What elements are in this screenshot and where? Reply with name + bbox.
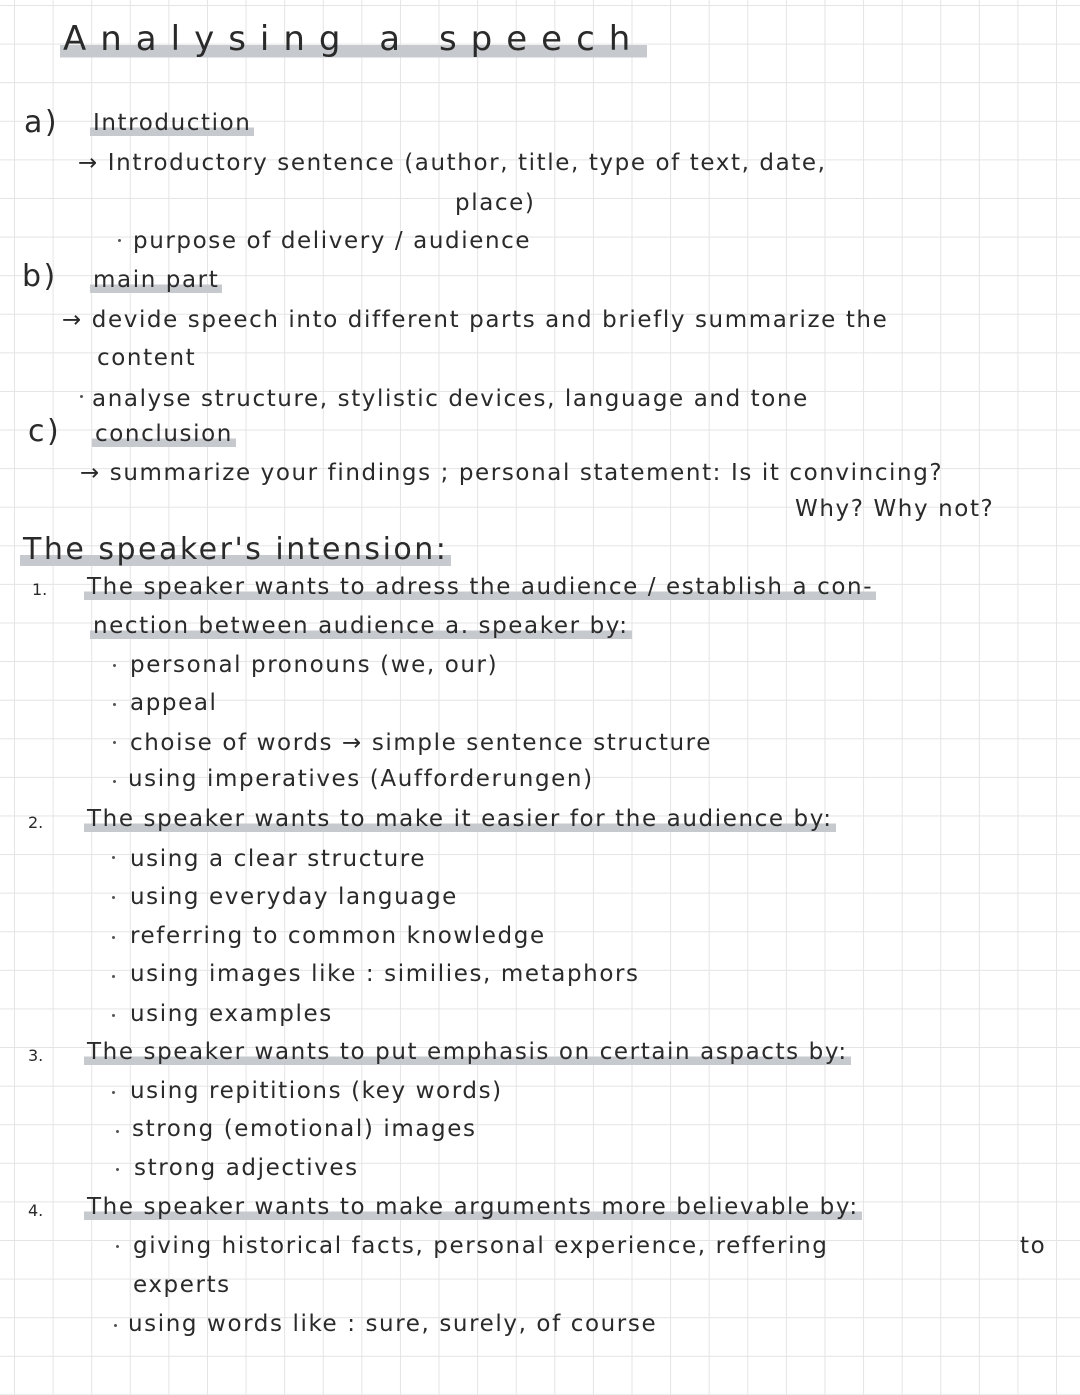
intension-heading: The speaker's intension:: [20, 535, 451, 565]
point-2-item: using everyday language: [130, 884, 458, 910]
point-1-item: using imperatives (Aufforderungen): [128, 766, 594, 792]
point-2-item: using examples: [130, 1001, 333, 1027]
bullet-dot: [118, 239, 121, 242]
point-3-line-1: The speaker wants to put emphasis on certain aspacts by:: [84, 1041, 851, 1064]
section-b-line-1: → devide speech into different parts and briefly summarize the: [62, 307, 889, 333]
section-a-label: a): [24, 105, 60, 140]
point-4-item-2: using words like : sure, surely, of course: [128, 1311, 658, 1337]
point-1-item: choise of words → simple sentence structure: [130, 730, 712, 756]
bullet-dot: [80, 395, 83, 398]
bullet-dot: [112, 1014, 115, 1017]
point-4-item-1-line-2: experts: [133, 1272, 231, 1298]
section-a-line-1: → Introductory sentence (author, title, type of text, date,: [78, 150, 827, 176]
bullet-dot: [112, 975, 115, 978]
section-a-title: Introduction: [90, 112, 254, 135]
point-1-item: personal pronouns (we, our): [130, 652, 499, 678]
bullet-dot: [114, 1324, 117, 1327]
bullet-dot: [112, 896, 115, 899]
section-c-line-2: Why? Why not?: [795, 496, 995, 522]
section-b-line-3: analyse structure, stylistic devices, language and tone: [92, 386, 809, 412]
bullet-dot: [113, 741, 116, 744]
bullet-dot: [113, 664, 116, 667]
section-c-line-1: → summarize your findings ; personal statement: Is it convincing?: [80, 460, 944, 486]
point-2-item: using a clear structure: [130, 846, 427, 872]
bullet-dot: [112, 936, 115, 939]
bullet-dot: [116, 1130, 119, 1133]
point-1-number: 1.: [32, 580, 48, 599]
point-4-item-1-to: to: [1020, 1233, 1047, 1259]
point-3-item: strong adjectives: [134, 1155, 359, 1181]
point-4-line-1: The speaker wants to make arguments more believable by:: [84, 1196, 862, 1219]
point-3-item: strong (emotional) images: [132, 1116, 477, 1142]
point-3-number: 3.: [28, 1046, 44, 1065]
point-2-line-1: The speaker wants to make it easier for the audience by:: [84, 808, 836, 831]
section-b-title: main part: [90, 269, 222, 292]
section-a-line-2: place): [455, 190, 536, 216]
point-2-item: using images like : similies, metaphors: [130, 961, 640, 987]
bullet-dot: [113, 780, 116, 783]
section-b-label: b): [22, 259, 58, 294]
point-2-number: 2.: [28, 813, 44, 832]
point-3-item: using repititions (key words): [130, 1078, 503, 1104]
point-4-item-1-line-1: giving historical facts, personal experience, reffering: [133, 1233, 829, 1259]
bullet-dot: [116, 1168, 119, 1171]
point-1-line-2: nection between audience a. speaker by:: [90, 615, 632, 638]
section-b-line-2: content: [97, 345, 197, 371]
bullet-dot: [113, 703, 116, 706]
section-a-line-3: purpose of delivery / audience: [133, 228, 532, 254]
point-4-number: 4.: [28, 1201, 44, 1220]
bullet-dot: [112, 856, 115, 859]
section-c-label: c): [28, 414, 62, 449]
page-title: Analysing a speech: [60, 22, 647, 56]
point-1-line-1: The speaker wants to adress the audience / establish a con-: [84, 576, 876, 599]
section-c-title: conclusion: [92, 423, 236, 446]
point-2-item: referring to common knowledge: [130, 923, 546, 949]
bullet-dot: [112, 1091, 115, 1094]
point-1-item: appeal: [130, 690, 218, 716]
bullet-dot: [116, 1245, 119, 1248]
